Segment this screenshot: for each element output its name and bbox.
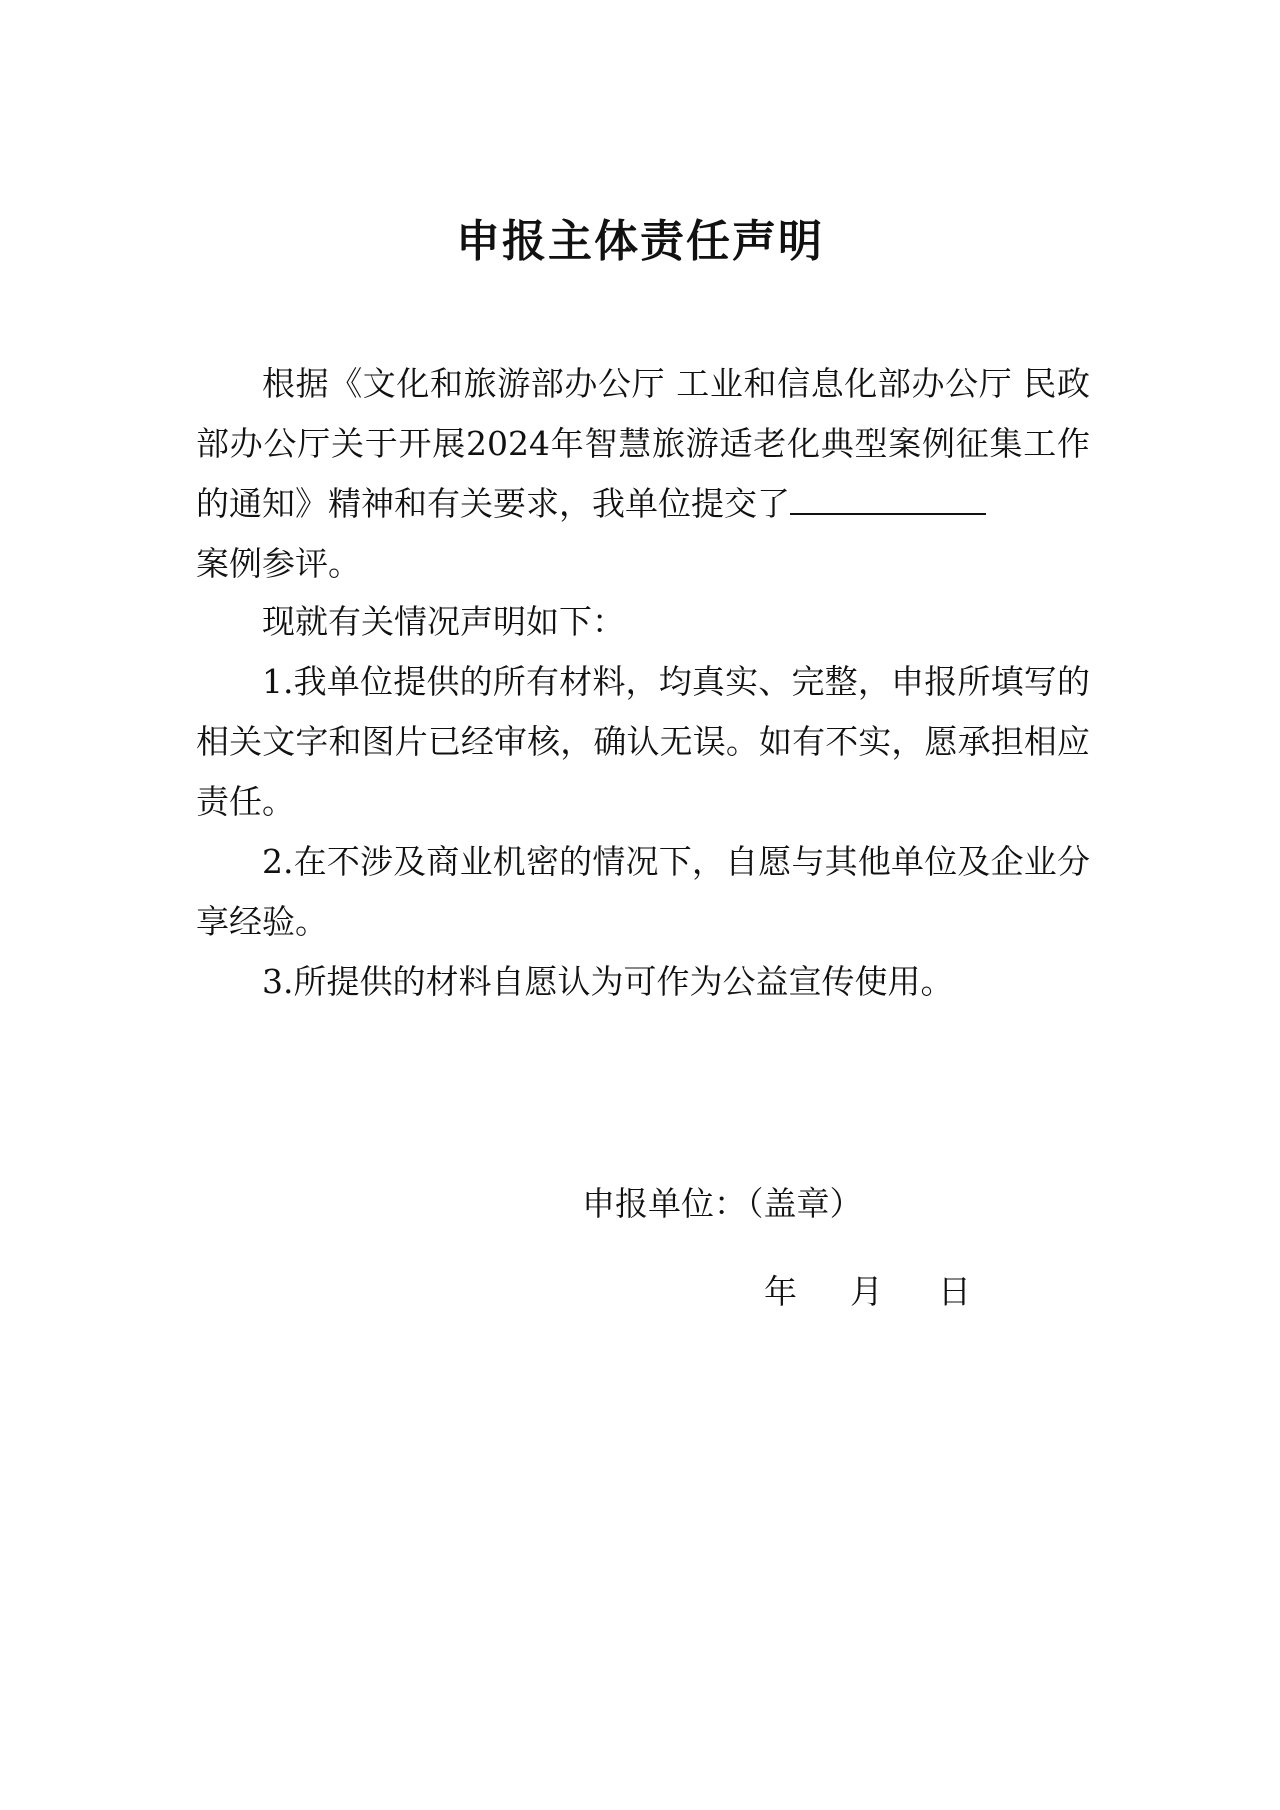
statement-item-1: 1.我单位提供的所有材料，均真实、完整，申报所填写的相关文字和图片已经审核，确认无误。如有不实，愿承担相应责任。 [196,662,1090,821]
date-year-label: 年 [764,1272,797,1311]
intro-text: 根据《文化和旅游部办公厅 工业和信息化部办公厅 民政部办公厅关于开展2024年智慧旅游适老化典型案例征集工作的通知》精神和有关要求，我单位提交了 [196,364,1090,523]
signature-unit-label: 申报单位：（盖章） [582,1184,863,1223]
intro-paragraph [196,354,1090,594]
statement-block [196,592,1090,1012]
intro-paragraph-block [196,354,1090,594]
intro-text-end: 案例参评。 [196,544,361,583]
date-month-label: 月 [850,1272,883,1311]
statement-lead: 现就有关情况声明如下： [262,602,625,641]
case-name-blank-line [790,483,986,515]
document-title: 申报主体责任声明 [456,216,824,267]
statement-item-3: 3.所提供的材料自愿认为可作为公益宣传使用。 [262,962,954,1001]
date-day-label: 日 [938,1272,971,1311]
statement-item-2: 2.在不涉及商业机密的情况下，自愿与其他单位及企业分享经验。 [196,842,1090,941]
